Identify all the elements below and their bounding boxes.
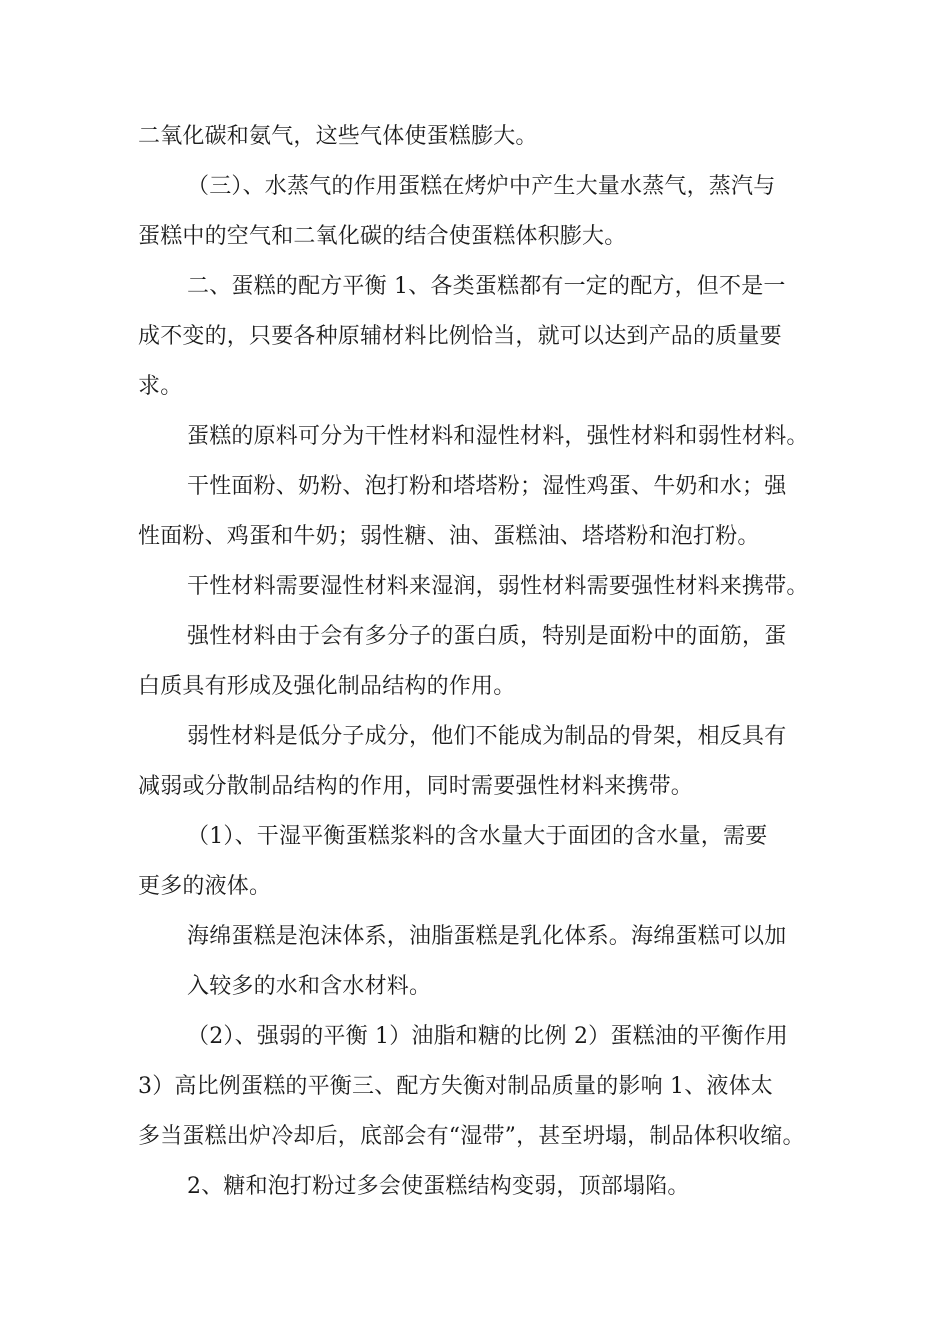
text-line: 强性材料由于会有多分子的蛋白质，特别是面粉中的面筋，蛋 [187, 624, 787, 649]
text-line: （1）、干湿平衡蛋糕浆料的含水量大于面团的含水量，需要 [187, 824, 768, 849]
text-line: 2、糖和泡打粉过多会使蛋糕结构变弱，顶部塌陷。 [187, 1174, 690, 1199]
text-line: 海绵蛋糕是泡沫体系，油脂蛋糕是乳化体系。海绵蛋糕可以加 [187, 924, 787, 949]
text-line: （2）、强弱的平衡 1）油脂和糖的比例 2）蛋糕油的平衡作用 [187, 1024, 788, 1049]
text-line: 干性面粉、奶粉、泡打粉和塔塔粉；湿性鸡蛋、牛奶和水；强 [187, 474, 787, 499]
text-line: 求。 [138, 374, 183, 399]
text-line: 减弱或分散制品结构的作用，同时需要强性材料来携带。 [138, 774, 694, 799]
text-line: 更多的液体。 [138, 874, 272, 899]
text-line: 蛋糕的原料可分为干性材料和湿性材料，强性材料和弱性材料。 [187, 424, 809, 449]
text-line: （三）、水蒸气的作用蛋糕在烤炉中产生大量水蒸气，蒸汽与 [187, 174, 776, 199]
text-line: 二氧化碳和氨气，这些气体使蛋糕膨大。 [138, 124, 538, 149]
text-line: 入较多的水和含水材料。 [187, 974, 432, 999]
text-line: 成不变的，只要各种原辅材料比例恰当，就可以达到产品的质量要 [138, 324, 782, 349]
text-line: 多当蛋糕出炉冷却后，底部会有“湿带”，甚至坍塌，制品体积收缩。 [138, 1124, 805, 1149]
text-line: 弱性材料是低分子成分，他们不能成为制品的骨架，相反具有 [187, 724, 787, 749]
text-line: 干性材料需要湿性材料来湿润，弱性材料需要强性材料来携带。 [187, 574, 809, 599]
text-line: 二、蛋糕的配方平衡 1、各类蛋糕都有一定的配方，但不是一 [187, 274, 786, 299]
text-line: 性面粉、鸡蛋和牛奶；弱性糖、油、蛋糕油、塔塔粉和泡打粉。 [138, 524, 760, 549]
text-line: 蛋糕中的空气和二氧化碳的结合使蛋糕体积膨大。 [138, 224, 627, 249]
text-line: 白质具有形成及强化制品结构的作用。 [138, 674, 516, 699]
text-line: 3）高比例蛋糕的平衡三、配方失衡对制品质量的影响 1、液体太 [138, 1074, 773, 1099]
